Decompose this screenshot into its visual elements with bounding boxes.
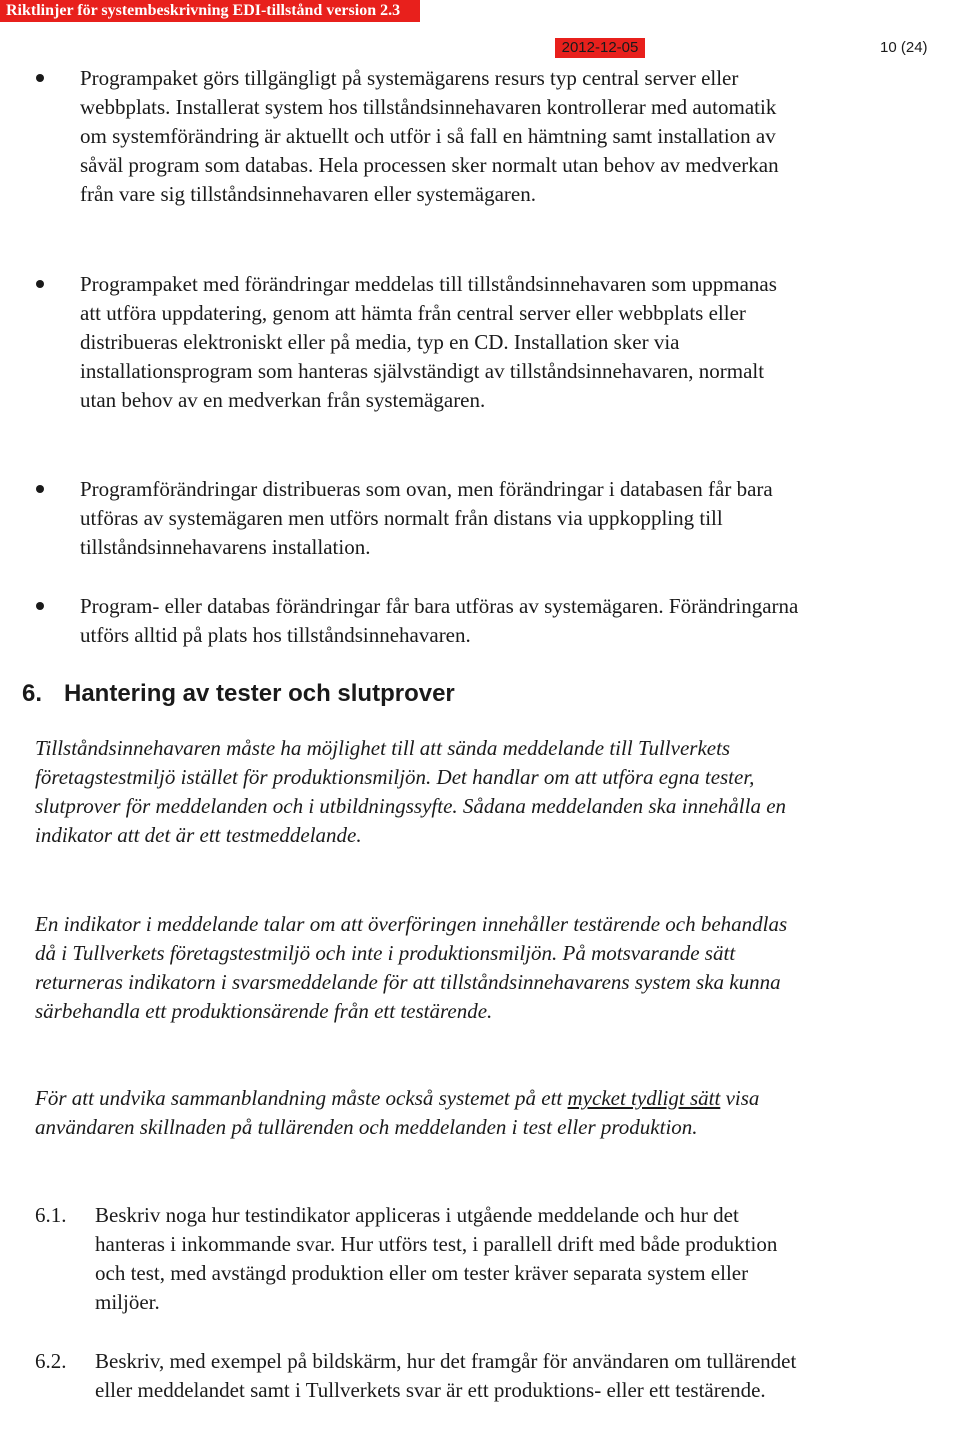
bullet-item (80, 270, 800, 415)
bullet-text: Programförändringar distribueras som ovan, men förändringar i databasen får bara utföras av systemägaren men utförs normalt från distans via uppkoppling till tillståndsinnehavarens installation. (80, 477, 773, 559)
bullet-dot-icon (36, 74, 44, 82)
page-number: 10 (24) (880, 39, 928, 56)
section-number: 6. (22, 680, 43, 707)
subsection-text: Beskriv noga hur testindikator appliceras i utgående meddelande och hur det hanteras i inkommande svar. Hur utförs test, i parallell drift med både produktion och test, med avstängd produktion eller om tester kräver separata system eller miljöer. (95, 1203, 778, 1314)
document-header-title: Riktlinjer för systembeskrivning EDI-tillstånd version 2.3 (0, 0, 420, 22)
bullet-text: Program- eller databas förändringar får bara utföras av systemägaren. Förändringarna utförs alltid på plats hos tillståndsinnehavaren. (80, 594, 799, 647)
bullet-text: Programpaket görs tillgängligt på systemägarens resurs typ central server eller webbplats. Installerat system hos tillståndsinnehavaren kontrollerar med automatik om systemförändring är aktuellt och utför i så fall en hämtning samt installation av såväl program som databas. Hela processen sker normalt utan behov av medverkan från vare sig tillståndsinnehavaren eller systemägaren. (80, 66, 779, 206)
bullet-dot-icon (36, 485, 44, 493)
paragraph-text: För att undvika sammanblandning måste också systemet på ett (35, 1086, 568, 1110)
emphasis-underlined: mycket tydligt sätt (567, 1086, 721, 1110)
paragraph (35, 1084, 790, 1142)
bullet-dot-icon (36, 602, 44, 610)
bullet-item (80, 475, 800, 562)
bullet-text: Programpaket med förändringar meddelas till tillståndsinnehavaren som uppmanas att utföra uppdatering, genom att hämta från central server eller webbplats eller distribueras elektroniskt eller på media, typ en CD. Installation sker via installationsprogram som hanteras självständigt av tillståndsinnehavaren, normalt utan behov av en medverkan från systemägaren. (80, 272, 777, 412)
section-heading (22, 678, 922, 710)
bullet-dot-icon (36, 280, 44, 288)
paragraph: En indikator i meddelande talar om att överföringen innehåller testärende och behandlas då i Tullverkets företagstestmiljö och inte i produktionsmiljön. På motsvarande sätt returneras indikatorn i svarsmeddelande för att tillståndsinnehavarens system ska kunna särbehandla ett produktionsärende från ett testärende. (35, 912, 788, 1023)
subsection-number: 6.2. (35, 1349, 67, 1373)
document-date: 2012-12-05 (555, 38, 645, 58)
paragraph-text: visa användaren skillnaden på tullärenden och meddelanden i test eller produktion. (35, 1086, 760, 1139)
paragraph: Tillståndsinnehavaren måste ha möjlighet till att sända meddelande till Tullverkets företagstestmiljö istället för produktionsmiljön. Det handlar om att utföra egna tester, slutprover för meddelanden och i utbildningssyfte. Sådana meddelanden ska innehålla en indikator att det är ett testmeddelande. (35, 736, 787, 847)
bullet-item (80, 64, 800, 209)
subsection-number: 6.1. (35, 1203, 67, 1227)
subsection (35, 1347, 805, 1405)
subsection (35, 1201, 805, 1317)
bullet-item (80, 592, 800, 650)
section-title: Hantering av tester och slutprover (64, 680, 455, 707)
subsection-text: Beskriv, med exempel på bildskärm, hur det framgår för användaren om tullärendet eller meddelandet samt i Tullverkets svar är ett produktions- eller ett testärende. (95, 1349, 797, 1402)
